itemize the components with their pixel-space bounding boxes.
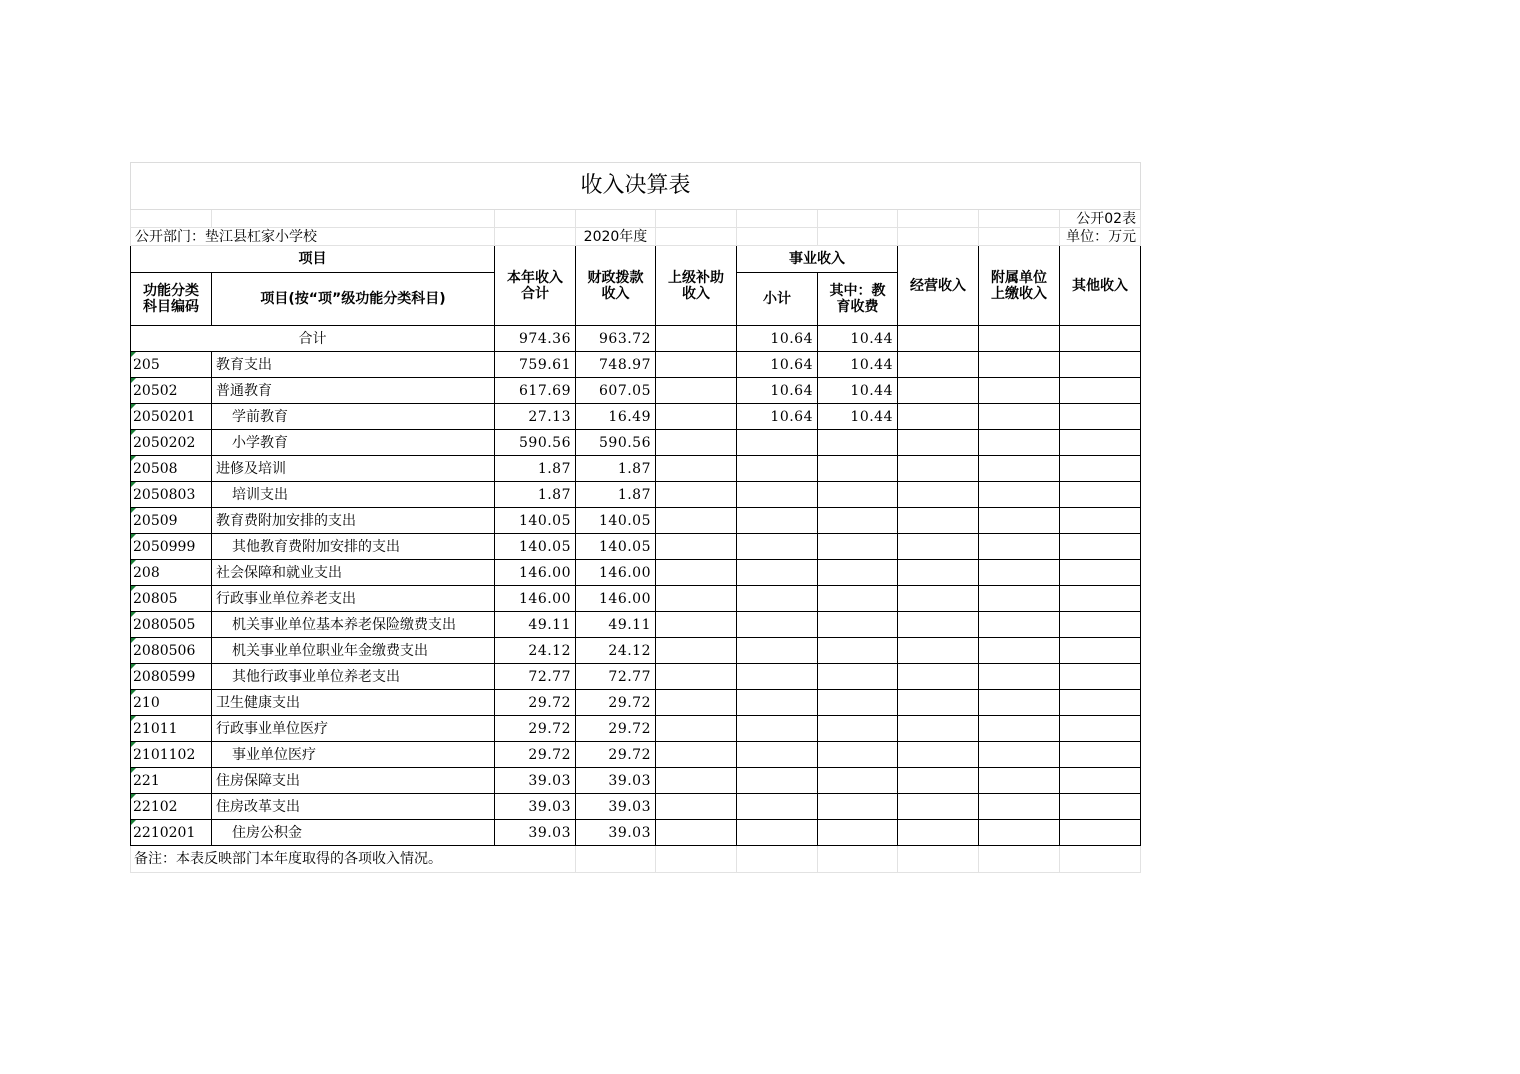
row-superior xyxy=(656,534,737,560)
row-code: 208 xyxy=(131,560,212,586)
row-affiliated xyxy=(979,768,1060,794)
row-total: 39.03 xyxy=(495,768,576,794)
total-fiscal: 963.72 xyxy=(576,326,656,352)
total-affiliated xyxy=(979,326,1060,352)
row-fiscal: 49.11 xyxy=(576,612,656,638)
row-name: 行政事业单位医疗 xyxy=(212,716,495,742)
table-row xyxy=(131,794,1141,820)
row-name: 卫生健康支出 xyxy=(212,690,495,716)
row-code: 221 xyxy=(131,768,212,794)
row-subtotal xyxy=(737,456,818,482)
table-row xyxy=(131,508,1141,534)
row-total: 24.12 xyxy=(495,638,576,664)
row-total: 29.72 xyxy=(495,716,576,742)
row-other xyxy=(1060,820,1141,846)
row-edu-fee xyxy=(818,586,898,612)
row-affiliated xyxy=(979,664,1060,690)
row-operating xyxy=(898,560,979,586)
row-code: 2080505 xyxy=(131,612,212,638)
page-title: 收入决算表 xyxy=(131,163,1141,210)
row-other xyxy=(1060,612,1141,638)
row-superior xyxy=(656,716,737,742)
row-operating xyxy=(898,820,979,846)
row-name: 其他教育费附加安排的支出 xyxy=(212,534,495,560)
row-code: 20502 xyxy=(131,378,212,404)
row-edu-fee xyxy=(818,742,898,768)
row-superior xyxy=(656,664,737,690)
row-subtotal xyxy=(737,560,818,586)
row-total: 140.05 xyxy=(495,534,576,560)
department-label: 公开部门：垫江县杠家小学校 xyxy=(131,228,495,246)
row-subtotal xyxy=(737,716,818,742)
row-edu-fee xyxy=(818,612,898,638)
table-row xyxy=(131,456,1141,482)
row-edu-fee xyxy=(818,768,898,794)
row-name: 其他行政事业单位养老支出 xyxy=(212,664,495,690)
row-other xyxy=(1060,534,1141,560)
row-subtotal xyxy=(737,742,818,768)
header-edu-fee: 其中：教 育收费 xyxy=(818,273,898,326)
row-total: 759.61 xyxy=(495,352,576,378)
row-superior xyxy=(656,404,737,430)
row-operating xyxy=(898,430,979,456)
row-code: 2050202 xyxy=(131,430,212,456)
row-fiscal: 140.05 xyxy=(576,508,656,534)
row-total: 1.87 xyxy=(495,482,576,508)
row-operating xyxy=(898,482,979,508)
row-name: 学前教育 xyxy=(212,404,495,430)
row-other xyxy=(1060,638,1141,664)
row-other xyxy=(1060,664,1141,690)
row-operating xyxy=(898,742,979,768)
row-subtotal xyxy=(737,638,818,664)
row-fiscal: 72.77 xyxy=(576,664,656,690)
row-operating xyxy=(898,794,979,820)
row-subtotal xyxy=(737,586,818,612)
row-name: 行政事业单位养老支出 xyxy=(212,586,495,612)
row-affiliated xyxy=(979,742,1060,768)
row-total: 146.00 xyxy=(495,586,576,612)
row-subtotal xyxy=(737,690,818,716)
table-row xyxy=(131,638,1141,664)
row-name: 机关事业单位基本养老保险缴费支出 xyxy=(212,612,495,638)
row-code: 2080599 xyxy=(131,664,212,690)
row-code: 20509 xyxy=(131,508,212,534)
row-total: 29.72 xyxy=(495,742,576,768)
fiscal-year: 2020年度 xyxy=(576,228,656,246)
row-total: 27.13 xyxy=(495,404,576,430)
header-total: 本年收入 合计 xyxy=(495,246,576,326)
row-edu-fee xyxy=(818,638,898,664)
row-operating xyxy=(898,716,979,742)
row-edu-fee xyxy=(818,430,898,456)
total-total: 974.36 xyxy=(495,326,576,352)
row-total: 29.72 xyxy=(495,690,576,716)
row-name: 机关事业单位职业年金缴费支出 xyxy=(212,638,495,664)
row-fiscal: 590.56 xyxy=(576,430,656,456)
row-other xyxy=(1060,352,1141,378)
row-subtotal xyxy=(737,534,818,560)
row-superior xyxy=(656,378,737,404)
row-superior xyxy=(656,794,737,820)
row-operating xyxy=(898,638,979,664)
row-other xyxy=(1060,404,1141,430)
row-code: 21011 xyxy=(131,716,212,742)
row-fiscal: 1.87 xyxy=(576,482,656,508)
row-other xyxy=(1060,742,1141,768)
table-row xyxy=(131,352,1141,378)
row-subtotal xyxy=(737,482,818,508)
table-row xyxy=(131,586,1141,612)
row-name: 培训支出 xyxy=(212,482,495,508)
row-superior xyxy=(656,456,737,482)
row-subtotal xyxy=(737,612,818,638)
row-superior xyxy=(656,560,737,586)
row-code: 2050201 xyxy=(131,404,212,430)
header-superior: 上级补助 收入 xyxy=(656,246,737,326)
row-operating xyxy=(898,768,979,794)
row-affiliated xyxy=(979,690,1060,716)
row-operating xyxy=(898,456,979,482)
row-name: 教育费附加安排的支出 xyxy=(212,508,495,534)
row-name: 教育支出 xyxy=(212,352,495,378)
row-fiscal: 140.05 xyxy=(576,534,656,560)
row-total: 617.69 xyxy=(495,378,576,404)
row-affiliated xyxy=(979,586,1060,612)
row-superior xyxy=(656,352,737,378)
row-affiliated xyxy=(979,378,1060,404)
row-total: 49.11 xyxy=(495,612,576,638)
row-fiscal: 1.87 xyxy=(576,456,656,482)
row-other xyxy=(1060,456,1141,482)
row-subtotal xyxy=(737,768,818,794)
row-total: 39.03 xyxy=(495,794,576,820)
row-superior xyxy=(656,586,737,612)
row-other xyxy=(1060,482,1141,508)
header-affiliated: 附属单位 上缴收入 xyxy=(979,246,1060,326)
row-subtotal xyxy=(737,820,818,846)
total-row xyxy=(131,326,1141,352)
row-other xyxy=(1060,430,1141,456)
table-row xyxy=(131,716,1141,742)
row-subtotal: 10.64 xyxy=(737,404,818,430)
row-code: 2050803 xyxy=(131,482,212,508)
row-other xyxy=(1060,794,1141,820)
total-label: 合计 xyxy=(131,326,495,352)
row-fiscal: 16.49 xyxy=(576,404,656,430)
header-project-name: 项目(按“项”级功能分类科目) xyxy=(212,273,495,326)
row-operating xyxy=(898,586,979,612)
row-edu-fee xyxy=(818,482,898,508)
row-name: 事业单位医疗 xyxy=(212,742,495,768)
row-name: 小学教育 xyxy=(212,430,495,456)
row-code: 2210201 xyxy=(131,820,212,846)
row-other xyxy=(1060,378,1141,404)
row-other xyxy=(1060,586,1141,612)
row-edu-fee xyxy=(818,664,898,690)
row-fiscal: 607.05 xyxy=(576,378,656,404)
row-edu-fee xyxy=(818,794,898,820)
income-statement-sheet xyxy=(130,162,1140,873)
header-func-code: 功能分类 科目编码 xyxy=(131,273,212,326)
row-fiscal: 24.12 xyxy=(576,638,656,664)
row-total: 72.77 xyxy=(495,664,576,690)
row-code: 2050999 xyxy=(131,534,212,560)
row-code: 2101102 xyxy=(131,742,212,768)
header-subtotal: 小计 xyxy=(737,273,818,326)
row-other xyxy=(1060,508,1141,534)
row-fiscal: 39.03 xyxy=(576,820,656,846)
row-subtotal: 10.64 xyxy=(737,352,818,378)
row-subtotal xyxy=(737,430,818,456)
row-affiliated xyxy=(979,820,1060,846)
table-row xyxy=(131,612,1141,638)
row-code: 210 xyxy=(131,690,212,716)
row-affiliated xyxy=(979,560,1060,586)
row-name: 住房改革支出 xyxy=(212,794,495,820)
row-fiscal: 39.03 xyxy=(576,794,656,820)
row-affiliated xyxy=(979,482,1060,508)
row-fiscal: 39.03 xyxy=(576,768,656,794)
table-row xyxy=(131,482,1141,508)
row-superior xyxy=(656,638,737,664)
row-edu-fee: 10.44 xyxy=(818,378,898,404)
row-operating xyxy=(898,664,979,690)
row-name: 住房公积金 xyxy=(212,820,495,846)
row-affiliated xyxy=(979,352,1060,378)
header-business: 事业收入 xyxy=(737,246,898,273)
row-superior xyxy=(656,430,737,456)
row-name: 住房保障支出 xyxy=(212,768,495,794)
row-total: 140.05 xyxy=(495,508,576,534)
header-project: 项目 xyxy=(131,246,495,273)
row-fiscal: 748.97 xyxy=(576,352,656,378)
row-edu-fee xyxy=(818,456,898,482)
row-name: 进修及培训 xyxy=(212,456,495,482)
table-row xyxy=(131,664,1141,690)
row-edu-fee xyxy=(818,820,898,846)
row-total: 146.00 xyxy=(495,560,576,586)
row-affiliated xyxy=(979,638,1060,664)
table-row xyxy=(131,430,1141,456)
row-operating xyxy=(898,404,979,430)
row-total: 39.03 xyxy=(495,820,576,846)
row-total: 590.56 xyxy=(495,430,576,456)
header-fiscal: 财政拨款 收入 xyxy=(576,246,656,326)
row-other xyxy=(1060,690,1141,716)
table-row xyxy=(131,820,1141,846)
row-other xyxy=(1060,716,1141,742)
row-fiscal: 146.00 xyxy=(576,560,656,586)
row-superior xyxy=(656,508,737,534)
row-affiliated xyxy=(979,534,1060,560)
row-superior xyxy=(656,768,737,794)
table-row xyxy=(131,404,1141,430)
row-superior xyxy=(656,820,737,846)
row-operating xyxy=(898,508,979,534)
row-affiliated xyxy=(979,508,1060,534)
row-code: 2080506 xyxy=(131,638,212,664)
row-fiscal: 29.72 xyxy=(576,742,656,768)
total-superior xyxy=(656,326,737,352)
row-edu-fee: 10.44 xyxy=(818,352,898,378)
row-fiscal: 146.00 xyxy=(576,586,656,612)
row-subtotal xyxy=(737,508,818,534)
table-row xyxy=(131,534,1141,560)
row-subtotal xyxy=(737,794,818,820)
row-operating xyxy=(898,690,979,716)
table-note: 备注：本表反映部门本年度取得的各项收入情况。 xyxy=(131,846,576,873)
row-operating xyxy=(898,378,979,404)
row-operating xyxy=(898,352,979,378)
row-edu-fee xyxy=(818,716,898,742)
row-edu-fee: 10.44 xyxy=(818,404,898,430)
row-edu-fee xyxy=(818,534,898,560)
form-number: 公开02表 xyxy=(1060,210,1141,228)
row-subtotal xyxy=(737,664,818,690)
total-other xyxy=(1060,326,1141,352)
total-edu-fee: 10.44 xyxy=(818,326,898,352)
table-row xyxy=(131,560,1141,586)
row-other xyxy=(1060,560,1141,586)
table-row xyxy=(131,742,1141,768)
row-operating xyxy=(898,534,979,560)
income-table xyxy=(130,162,1141,873)
row-edu-fee xyxy=(818,690,898,716)
row-affiliated xyxy=(979,612,1060,638)
row-affiliated xyxy=(979,404,1060,430)
row-fiscal: 29.72 xyxy=(576,716,656,742)
row-edu-fee xyxy=(818,560,898,586)
row-superior xyxy=(656,482,737,508)
row-affiliated xyxy=(979,456,1060,482)
unit-label: 单位：万元 xyxy=(1060,228,1141,246)
row-total: 1.87 xyxy=(495,456,576,482)
row-code: 205 xyxy=(131,352,212,378)
total-subtotal: 10.64 xyxy=(737,326,818,352)
row-other xyxy=(1060,768,1141,794)
row-name: 普通教育 xyxy=(212,378,495,404)
row-edu-fee xyxy=(818,508,898,534)
table-row xyxy=(131,768,1141,794)
row-name: 社会保障和就业支出 xyxy=(212,560,495,586)
total-operating xyxy=(898,326,979,352)
row-affiliated xyxy=(979,430,1060,456)
row-superior xyxy=(656,690,737,716)
row-fiscal: 29.72 xyxy=(576,690,656,716)
row-code: 20508 xyxy=(131,456,212,482)
row-operating xyxy=(898,612,979,638)
header-other: 其他收入 xyxy=(1060,246,1141,326)
row-code: 22102 xyxy=(131,794,212,820)
row-superior xyxy=(656,742,737,768)
header-operating: 经营收入 xyxy=(898,246,979,326)
row-subtotal: 10.64 xyxy=(737,378,818,404)
row-affiliated xyxy=(979,794,1060,820)
table-row xyxy=(131,690,1141,716)
row-superior xyxy=(656,612,737,638)
table-row xyxy=(131,378,1141,404)
row-affiliated xyxy=(979,716,1060,742)
row-code: 20805 xyxy=(131,586,212,612)
